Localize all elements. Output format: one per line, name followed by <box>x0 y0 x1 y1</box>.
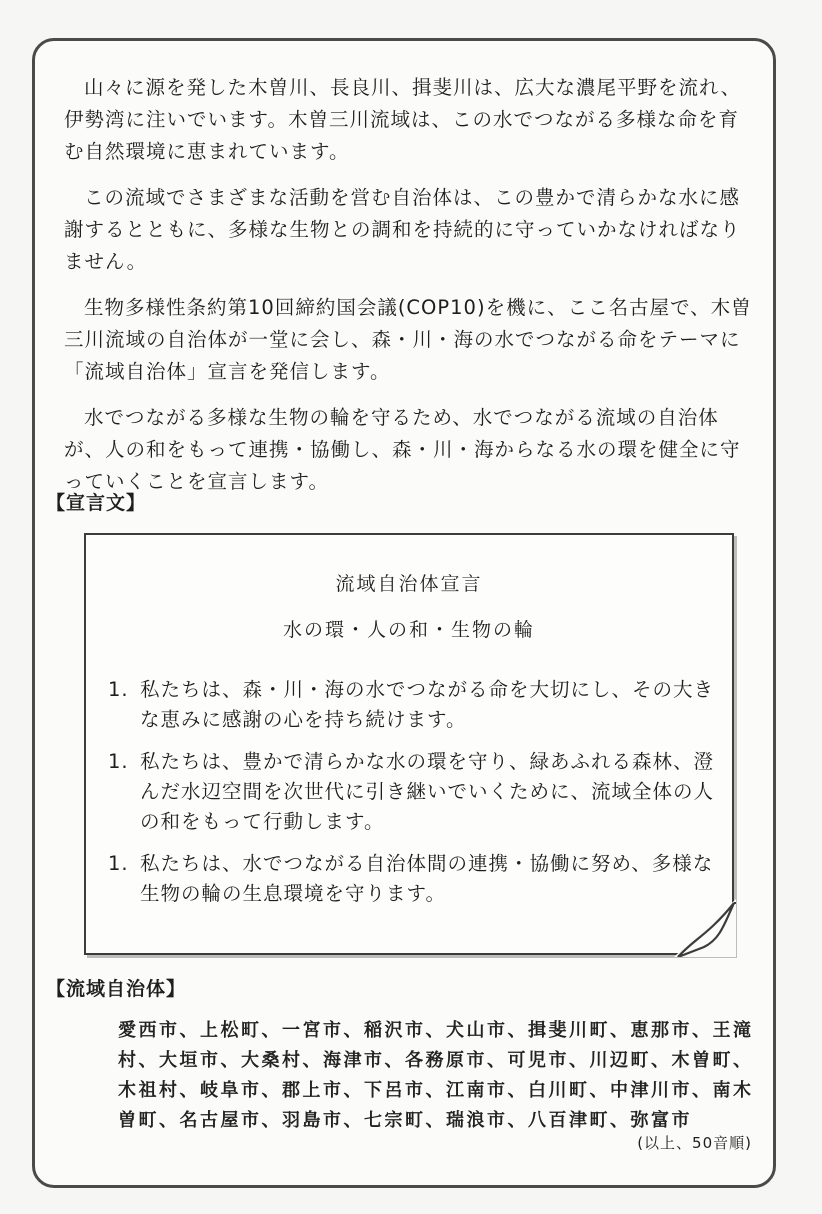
item-text: 私たちは、水でつながる自治体間の連携・協働に努め、多様な生物の輪の生息環境を守ります。 <box>140 852 714 905</box>
declaration-item <box>108 747 718 837</box>
order-note: (以上、50音順) <box>637 1134 752 1152</box>
declaration-title: 流域自治体宣言 <box>335 573 483 595</box>
declaration-list <box>108 675 718 921</box>
item-text: 私たちは、豊かで清らかな水の環を守り、緑あふれる森林、澄んだ水辺空間を次世代に引き継いでいくために、流域全体の人の和をもって行動します。 <box>140 750 715 833</box>
declaration-item <box>108 849 718 909</box>
item-number: 1. <box>108 750 129 773</box>
intro-paragraph-4: 水でつながる多様な生物の輪を守るため、水でつながる流域の自治体が、人の和をもって連携・協働し、森・川・海からなる水の環を健全に守っていくことを宣言します。 <box>64 406 741 493</box>
declaration-subtitle: 水の環・人の和・生物の輪 <box>282 619 535 641</box>
item-text: 私たちは、森・川・海の水でつながる命を大切にし、その大きな恵みに感謝の心を持ち続けます。 <box>140 678 715 731</box>
intro-text <box>64 72 754 512</box>
item-number: 1. <box>108 678 129 701</box>
municipality-list: 愛西市、上松町、一宮市、稲沢市、犬山市、揖斐川町、恵那市、王滝村、大垣市、大桑村、海津市、各務原市、可児市、川辺町、木曽町、木祖村、岐阜市、郡上市、下呂市、江南市、白川町、中津川市、南木曽町、名古屋市、羽島市、七宗町、瑞浪市、八百津町、弥富市 <box>118 1020 754 1131</box>
declaration-item <box>108 675 718 735</box>
page-curl-icon <box>674 899 736 957</box>
declaration-section-label: 【宣言文】 <box>46 492 147 514</box>
declaration-box <box>84 533 734 955</box>
item-number: 1. <box>108 852 129 875</box>
intro-paragraph-1: 山々に源を発した木曽川、長良川、揖斐川は、広大な濃尾平野を流れ、伊勢湾に注いでいます。木曽三川流域は、この水でつながる多様な命を育む自然環境に恵まれています。 <box>64 76 742 163</box>
municipalities-section-label: 【流域自治体】 <box>46 978 187 1000</box>
intro-paragraph-3: 生物多様性条約第10回締約国会議(COP10)を機に、ここ名古屋で、木曽三川流域の自治体が一堂に会し、森・川・海の水でつながる命をテーマに「流域自治体」宣言を発信します。 <box>64 296 752 383</box>
intro-paragraph-2: この流域でさまざまな活動を営む自治体は、この豊かで清らかな水に感謝するとともに、多様な生物との調和を持続的に守っていかなければなりません。 <box>64 186 741 273</box>
